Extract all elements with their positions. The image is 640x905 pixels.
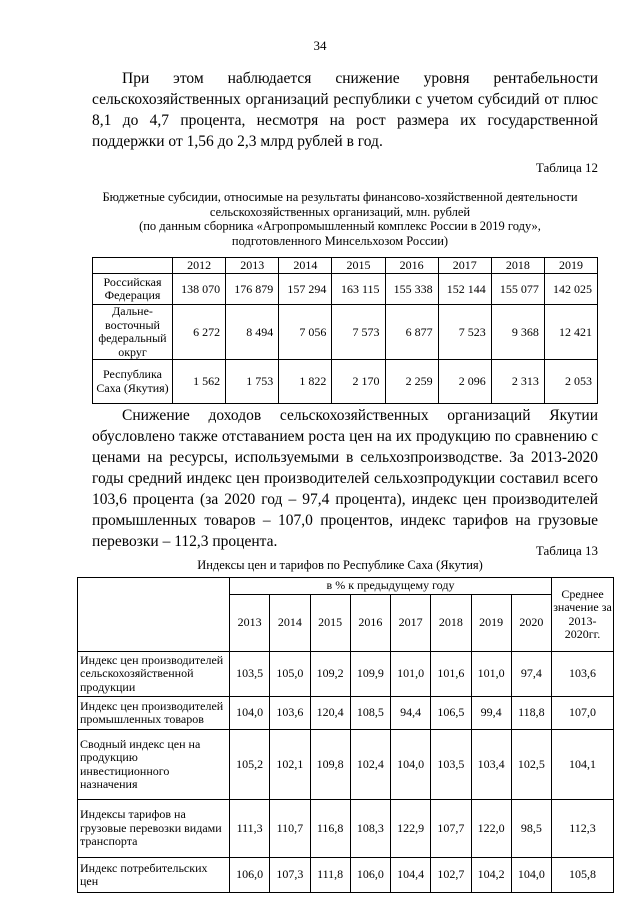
table-cell: 2 053 bbox=[544, 360, 597, 404]
year-header: 2016 bbox=[385, 258, 438, 274]
table-cell: 163 115 bbox=[332, 274, 385, 305]
table-cell: 104,2 bbox=[471, 858, 511, 893]
year-header: 2018 bbox=[491, 258, 544, 274]
table-cell: 109,8 bbox=[310, 730, 350, 800]
table-cell: 118,8 bbox=[511, 697, 551, 730]
table-cell: 103,4 bbox=[471, 730, 511, 800]
table-cell: 111,3 bbox=[230, 800, 270, 858]
table-cell: 109,9 bbox=[350, 652, 390, 697]
page-number: 34 bbox=[313, 38, 327, 53]
table-cell: 6 877 bbox=[385, 305, 438, 360]
table-cell: 105,2 bbox=[230, 730, 270, 800]
table-cell: 106,0 bbox=[230, 858, 270, 893]
table-cell: 97,4 bbox=[511, 652, 551, 697]
table-row bbox=[78, 697, 614, 730]
table-cell: 106,5 bbox=[431, 697, 471, 730]
table-cell: 109,2 bbox=[310, 652, 350, 697]
table-cell: 102,5 bbox=[511, 730, 551, 800]
table-cell: 1 753 bbox=[226, 360, 279, 404]
table-cell: 2 170 bbox=[332, 360, 385, 404]
subsidies-table bbox=[92, 257, 598, 404]
price-index-table bbox=[77, 577, 614, 893]
table-cell: 107,3 bbox=[270, 858, 310, 893]
table12-title-line: подготовленного Минсельхозом России) bbox=[231, 233, 449, 248]
table-corner-cell bbox=[93, 258, 173, 274]
table-cell: 99,4 bbox=[471, 697, 511, 730]
table-cell: 94,4 bbox=[391, 697, 431, 730]
paragraph-profitability: При этом наблюдается снижение уровня рентабельности сельскохозяйственных организаций республики с учетом субсидий от плюс 8,1 до 4,7 процента, несмотря на рост размера их государственной поддержки от 1,56 до 2,3 млрд рублей в год. bbox=[92, 70, 598, 150]
table-cell: 7 056 bbox=[279, 305, 332, 360]
year-header: 2020 bbox=[511, 595, 551, 652]
table13-title: Индексы цен и тарифов по Республике Саха (Якутия) bbox=[197, 558, 483, 572]
table-cell: 101,0 bbox=[391, 652, 431, 697]
table-cell: 102,7 bbox=[431, 858, 471, 893]
table-row bbox=[93, 274, 598, 305]
table-cell: 102,1 bbox=[270, 730, 310, 800]
table-cell: 155 338 bbox=[385, 274, 438, 305]
year-header: 2014 bbox=[270, 595, 310, 652]
year-header: 2015 bbox=[310, 595, 350, 652]
table-cell: 108,3 bbox=[350, 800, 390, 858]
table12-title bbox=[60, 190, 620, 248]
table-cell: 108,5 bbox=[350, 697, 390, 730]
table-cell: 120,4 bbox=[310, 697, 350, 730]
table-row bbox=[78, 858, 614, 893]
year-header: 2017 bbox=[391, 595, 431, 652]
table-row bbox=[78, 652, 614, 697]
table-cell: 104,0 bbox=[391, 730, 431, 800]
year-header: 2019 bbox=[544, 258, 597, 274]
average-cell: 104,1 bbox=[552, 730, 614, 800]
table-cell: 103,5 bbox=[431, 730, 471, 800]
table-cell: 9 368 bbox=[491, 305, 544, 360]
table-cell: 98,5 bbox=[511, 800, 551, 858]
table-cell: 122,9 bbox=[391, 800, 431, 858]
row-label: Индекс цен производителей промышленных товаров bbox=[78, 697, 230, 730]
table-cell: 103,5 bbox=[230, 652, 270, 697]
year-header: 2015 bbox=[332, 258, 385, 274]
table-cell: 176 879 bbox=[226, 274, 279, 305]
average-cell: 112,3 bbox=[552, 800, 614, 858]
table-cell: 138 070 bbox=[173, 274, 226, 305]
year-header: 2013 bbox=[226, 258, 279, 274]
table12-title-line: (по данным сборника «Агропромышленный комплекс России в 2019 году», bbox=[139, 219, 541, 233]
table12-title-line: сельскохозяйственных организаций, млн. рублей bbox=[209, 204, 471, 219]
average-cell: 103,6 bbox=[552, 652, 614, 697]
table-cell: 1 562 bbox=[173, 360, 226, 404]
table-cell: 142 025 bbox=[544, 274, 597, 305]
average-cell: 105,8 bbox=[552, 858, 614, 893]
table-header-row bbox=[78, 578, 614, 595]
table-cell: 1 822 bbox=[279, 360, 332, 404]
table-cell: 2 259 bbox=[385, 360, 438, 404]
table-cell: 116,8 bbox=[310, 800, 350, 858]
table-cell: 155 077 bbox=[491, 274, 544, 305]
row-label: Индексы тарифов на грузовые перевозки видами транспорта bbox=[78, 800, 230, 858]
table-cell: 2 313 bbox=[491, 360, 544, 404]
table-cell: 101,0 bbox=[471, 652, 511, 697]
table-cell: 2 096 bbox=[438, 360, 491, 404]
year-header: 2012 bbox=[173, 258, 226, 274]
table-cell: 101,6 bbox=[431, 652, 471, 697]
table-cell: 104,0 bbox=[511, 858, 551, 893]
table-cell: 7 573 bbox=[332, 305, 385, 360]
average-header: Среднее значение за 2013-2020гг. bbox=[552, 578, 614, 652]
row-label: Российская Федерация bbox=[93, 274, 173, 305]
year-header: 2017 bbox=[438, 258, 491, 274]
table-cell: 106,0 bbox=[350, 858, 390, 893]
table-row bbox=[93, 360, 598, 404]
table-cell: 12 421 bbox=[544, 305, 597, 360]
table-cell: 105,0 bbox=[270, 652, 310, 697]
table-row bbox=[93, 305, 598, 360]
year-header: 2013 bbox=[230, 595, 270, 652]
group-header: в % к предыдущему году bbox=[230, 578, 552, 595]
table-cell: 104,4 bbox=[391, 858, 431, 893]
row-label: Сводный индекс цен на продукцию инвестиционного назначения bbox=[78, 730, 230, 800]
year-header: 2016 bbox=[350, 595, 390, 652]
table-row bbox=[78, 800, 614, 858]
row-label: Республика Саха (Якутия) bbox=[93, 360, 173, 404]
row-label: Дальне-восточный федеральный округ bbox=[93, 305, 173, 360]
table-cell: 111,8 bbox=[310, 858, 350, 893]
table-corner-cell bbox=[78, 578, 230, 652]
table12-label: Таблица 12 bbox=[535, 160, 598, 175]
table-cell: 103,6 bbox=[270, 697, 310, 730]
table-header-row bbox=[93, 258, 598, 274]
table-cell: 152 144 bbox=[438, 274, 491, 305]
table-cell: 7 523 bbox=[438, 305, 491, 360]
year-header: 2014 bbox=[279, 258, 332, 274]
table13-label: Таблица 13 bbox=[535, 543, 598, 558]
row-label: Индекс потребительских цен bbox=[78, 858, 230, 893]
table-cell: 104,0 bbox=[230, 697, 270, 730]
table12-title-line: Бюджетные субсидии, относимые на результаты финансово-хозяйственной деятельности bbox=[102, 190, 578, 204]
table-cell: 102,4 bbox=[350, 730, 390, 800]
table-cell: 107,7 bbox=[431, 800, 471, 858]
table-row bbox=[78, 730, 614, 800]
paragraph-income-decline: Снижение доходов сельскохозяйственных организаций Якутии обусловлено также отставанием роста цен на их продукцию по сравнению с ценами на ресурсы, используемыми в сельхозпроизводстве. За 2013-2020 годы средний индекс цен производителей сельхозпродукции составил всего 103,6 процента (за 2020 год – 97,4 процента), индекс цен производителей промышленных товаров – 107,0 процентов, индекс тарифов на грузовые перевозки – 112,3 процента. bbox=[92, 407, 598, 550]
average-cell: 107,0 bbox=[552, 697, 614, 730]
table-cell: 6 272 bbox=[173, 305, 226, 360]
row-label: Индекс цен производителей сельскохозяйственной продукции bbox=[78, 652, 230, 697]
year-header: 2018 bbox=[431, 595, 471, 652]
table-cell: 110,7 bbox=[270, 800, 310, 858]
table-cell: 157 294 bbox=[279, 274, 332, 305]
table-cell: 122,0 bbox=[471, 800, 511, 858]
year-header: 2019 bbox=[471, 595, 511, 652]
table-cell: 8 494 bbox=[226, 305, 279, 360]
